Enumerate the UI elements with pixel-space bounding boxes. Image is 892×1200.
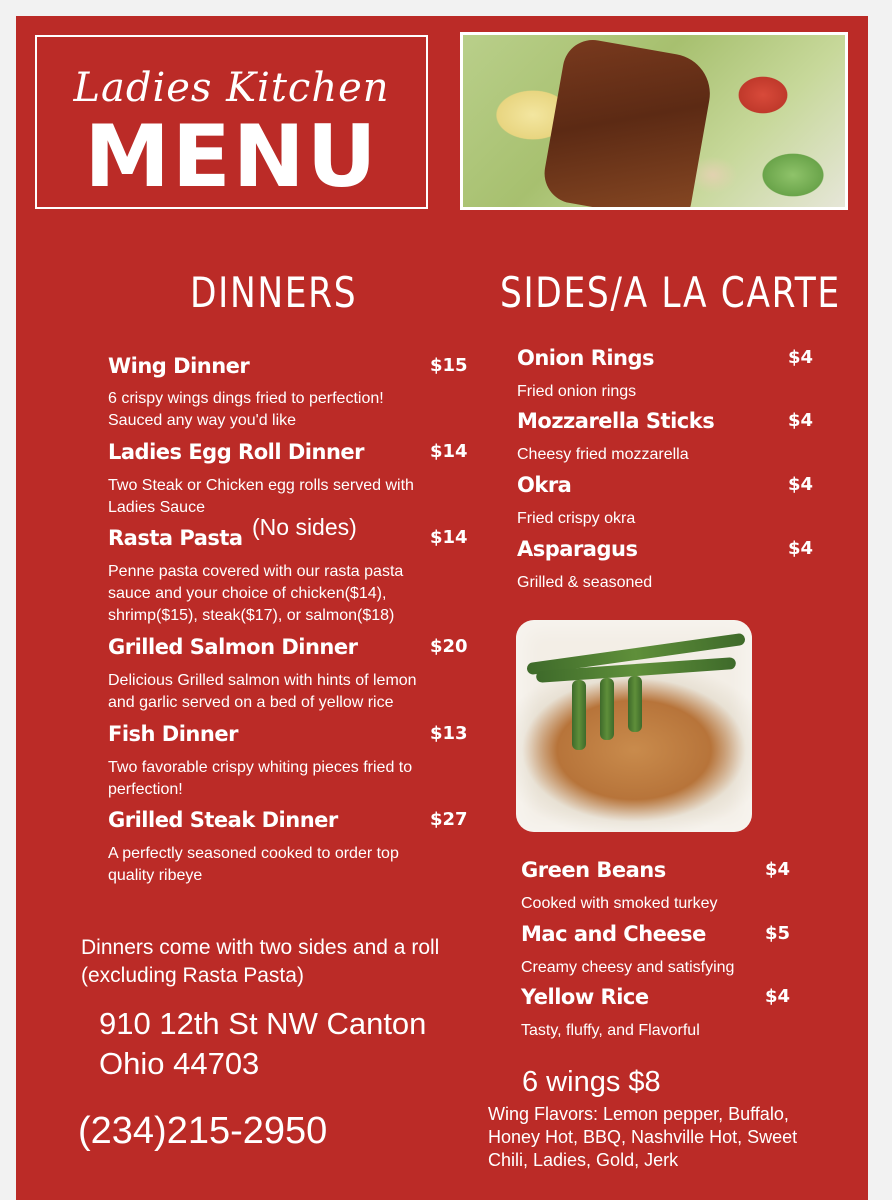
dinner-item-name: Fish Dinner — [108, 722, 238, 746]
side-item-price: $4 — [788, 538, 814, 559]
asparagus-spear-shape — [600, 678, 614, 740]
side-item-description: Cheesy fried mozzarella — [517, 446, 689, 463]
side-item-description: Cooked with smoked turkey — [521, 895, 718, 912]
side-item-description: Creamy cheesy and satisfying — [521, 959, 735, 976]
side-item-name: Asparagus — [517, 537, 638, 561]
dinner-item-description: Penne pasta covered with our rasta pasta sauce and your choice of chicken($14), shrimp($15), steak($17), or salmon($18) — [108, 563, 404, 624]
dinner-item-description: 6 crispy wings dings fried to perfection! Sauced any way you'd like — [108, 390, 384, 429]
dinner-item-price: $15 — [430, 355, 468, 376]
menu-title-box — [35, 35, 428, 209]
side-item-name: Mac and Cheese — [521, 922, 706, 946]
asparagus-spear-shape — [572, 680, 586, 750]
dinner-item-price: $27 — [430, 809, 468, 830]
dinner-item-price: $14 — [430, 527, 468, 548]
dinner-item-name: Wing Dinner — [108, 354, 250, 378]
side-item-name: Onion Rings — [517, 346, 655, 370]
salmon-fillet-shape — [540, 35, 716, 210]
wing-flavors: Wing Flavors: Lemon pepper, Buffalo, Honey Hot, BBQ, Nashville Hot, Sweet Chili, Ladies, Gold, Jerk — [488, 1104, 798, 1170]
side-item-description: Fried crispy okra — [517, 510, 636, 527]
dinners-footnote: Dinners come with two sides and a roll (excluding Rasta Pasta) — [81, 936, 440, 987]
dinner-item-name: Grilled Steak Dinner — [108, 808, 338, 832]
dinner-item-description: Two Steak or Chicken egg rolls served with Ladies Sauce — [108, 477, 414, 516]
side-item-price: $4 — [788, 410, 814, 431]
dinner-item-description: A perfectly seasoned cooked to order top quality ribeye — [108, 845, 399, 884]
dinner-item-name: Rasta Pasta — [108, 526, 243, 550]
side-item-price: $5 — [765, 923, 791, 944]
dinners-section-title: DINNERS — [190, 268, 358, 317]
side-item-description: Fried onion rings — [517, 383, 637, 400]
side-item-description: Grilled & seasoned — [517, 574, 653, 591]
dinner-item-price: $20 — [430, 636, 468, 657]
side-item-name: Green Beans — [521, 858, 666, 882]
restaurant-name: Ladies Kitchen — [73, 65, 390, 111]
salmon-salad-photo — [460, 32, 848, 210]
side-item-price: $4 — [788, 474, 814, 495]
phone-number: (234)215-2950 — [78, 1110, 328, 1152]
dinner-item-price: $13 — [430, 723, 468, 744]
side-item-name: Yellow Rice — [521, 985, 649, 1009]
dinner-item-name: Grilled Salmon Dinner — [108, 635, 358, 659]
side-item-description: Tasty, fluffy, and Flavorful — [521, 1022, 700, 1039]
side-item-name: Okra — [517, 473, 572, 497]
dinner-item-price: $14 — [430, 441, 468, 462]
wings-offer: 6 wings $8 — [522, 1066, 661, 1098]
no-sides-note: (No sides) — [252, 514, 357, 540]
side-item-price: $4 — [788, 347, 814, 368]
side-item-name: Mozzarella Sticks — [517, 409, 715, 433]
address: 910 12th St NW Canton Ohio 44703 — [99, 1006, 427, 1081]
menu-heading: MENU — [84, 107, 379, 207]
asparagus-spear-shape — [628, 676, 642, 732]
dinner-item-description: Two favorable crispy whiting pieces fried to perfection! — [108, 759, 413, 798]
side-item-price: $4 — [765, 986, 791, 1007]
menu-page — [16, 16, 868, 1200]
side-item-price: $4 — [765, 859, 791, 880]
fish-asparagus-photo — [516, 620, 752, 832]
sides-section-title: SIDES/A LA CARTE — [500, 268, 841, 317]
dinner-item-description: Delicious Grilled salmon with hints of lemon and garlic served on a bed of yellow rice — [108, 672, 417, 711]
dinner-item-name: Ladies Egg Roll Dinner — [108, 440, 364, 464]
